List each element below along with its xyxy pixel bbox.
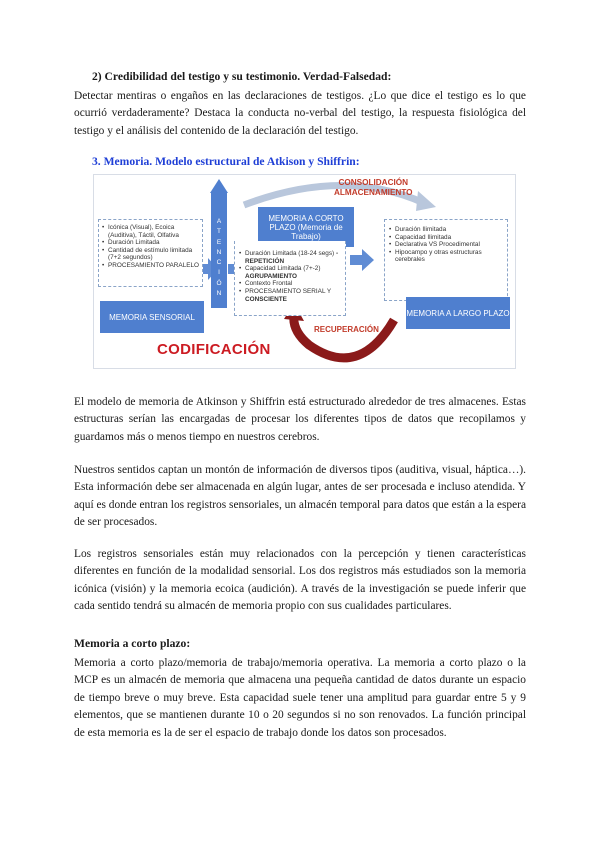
- short-term-memory-item: • Capacidad Limitada (7+-2) AGRUPAMIENTO: [239, 265, 343, 280]
- paragraph-1: El modelo de memoria de Atkinson y Shiffrin está estructurado alrededor de tres almacenes. Estas estructuras serían las encargadas de procesar los diferentes tipos de datos que recopilamos y guardamos más o menos tiempo en nuestros cerebros.: [74, 396, 526, 443]
- long-term-memory-item: • Capacidad Ilimitada: [389, 234, 505, 242]
- sensory-memory-list: [102, 224, 200, 270]
- short-term-memory-box: [234, 241, 346, 316]
- consolidation-label: [334, 178, 413, 198]
- recovery-arrow: [294, 315, 394, 358]
- attention-arrowhead-icon: [210, 179, 228, 193]
- long-term-memory-label: MEMORIA A LARGO PLAZO: [406, 297, 510, 329]
- long-term-memory-item: • Duración Ilimitada: [389, 226, 505, 234]
- arrow-right-icon: [350, 249, 374, 271]
- codification-label: CODIFICACIÓN: [157, 341, 271, 358]
- short-term-text: Memoria a corto plazo/memoria de trabajo/memoria operativa. La memoria a corto plazo o la MCP es un almacén de memoria que almacena una pequeña cantidad de datos durante un espacio de tiempo breve o muy breve. Esta capacidad suele tener una amplitud para guardar entre 5 y 9 elementos, que se mantienen durante 10 o 20 segundos si no son renovados. La función principal de esta memoria es la de ser el espacio de trabajo donde los datos son procesados.: [74, 657, 526, 739]
- short-term-memory-item: • Contexto Frontal: [239, 280, 343, 288]
- long-term-memory-item: • Hipocampo y otras estructuras cerebrales: [389, 249, 505, 264]
- sensory-memory-item: • Duración Limitada: [102, 239, 200, 247]
- short-term-memory-list: [239, 250, 343, 303]
- sensory-memory-item: • Cantidad de estímulo limitada (7+2 segundos): [102, 247, 200, 262]
- attention-column: [211, 193, 227, 308]
- sensory-memory-item: • Icónica (Visual), Ecoica (Auditiva), Táctil, Olfativa: [102, 224, 200, 239]
- long-term-memory-list: [389, 226, 505, 264]
- paragraph-2: Nuestros sentidos captan un montón de información de diversos tipos (auditiva, visual, háptica…). Esta información debe ser almacenada en algún lugar, antes de ser procesada e incluso atendida. Y aquí es donde entran los registros sensoriales, un almacén temporal para datos que están a la espera de ser procesados.: [74, 464, 526, 529]
- storage-text: ALMACENAMIENTO: [334, 188, 413, 197]
- long-term-memory-box: [384, 219, 508, 301]
- short-term-heading: Memoria a corto plazo:: [74, 637, 191, 650]
- short-term-memory-item: • PROCESAMIENTO SERIAL Y CONSCIENTE: [239, 288, 343, 303]
- consolidation-text: CONSOLIDACIÓN: [338, 178, 409, 187]
- section-2-heading: 2) Credibilidad del testigo y su testimonio. Verdad-Falsedad:: [92, 70, 392, 83]
- sensory-memory-box: [98, 219, 203, 287]
- consolidation-arrowhead-icon: [416, 191, 436, 211]
- atkinson-shiffrin-diagram: [93, 174, 516, 369]
- sensory-memory-item: • PROCESAMIENTO PARALELO: [102, 262, 200, 270]
- long-term-memory-item: • Declarativa VS Procedimental: [389, 241, 505, 249]
- short-term-memory-item: • Duración Limitada (18-24 segs) - REPETICIÓN: [239, 250, 343, 265]
- sensory-memory-label: MEMORIA SENSORIAL: [100, 301, 204, 333]
- section-2-text: Detectar mentiras o engaños en las declaraciones de testigos. ¿Lo que dice el testigo es lo que ocurrió verdaderamente? Destaca la conducta no-verbal del testigo, la respuesta fisiológica del testigo y el análisis del contenido de la declaración del testigo.: [74, 90, 526, 137]
- section-3-heading: 3. Memoria. Modelo estructural de Atkison y Shiffrin:: [92, 155, 360, 168]
- paragraph-3: Los registros sensoriales están muy relacionados con la percepción y tienen características diferentes en función de la modalidad sensorial. Los dos registros más estudiados son la memoria icónica (visión) y la memoria ecoica (audición). A través de la investigación se puede inferir que cada sentido tendrá su almacén de memoria propio con sus cualidades particulares.: [74, 548, 526, 613]
- short-term-memory-label: MEMORIA A CORTO PLAZO (Memoria de Trabajo): [258, 207, 354, 247]
- attention-label: A T E N C I Ó N: [216, 218, 222, 298]
- recovery-label: RECUPERACIÓN: [314, 325, 379, 334]
